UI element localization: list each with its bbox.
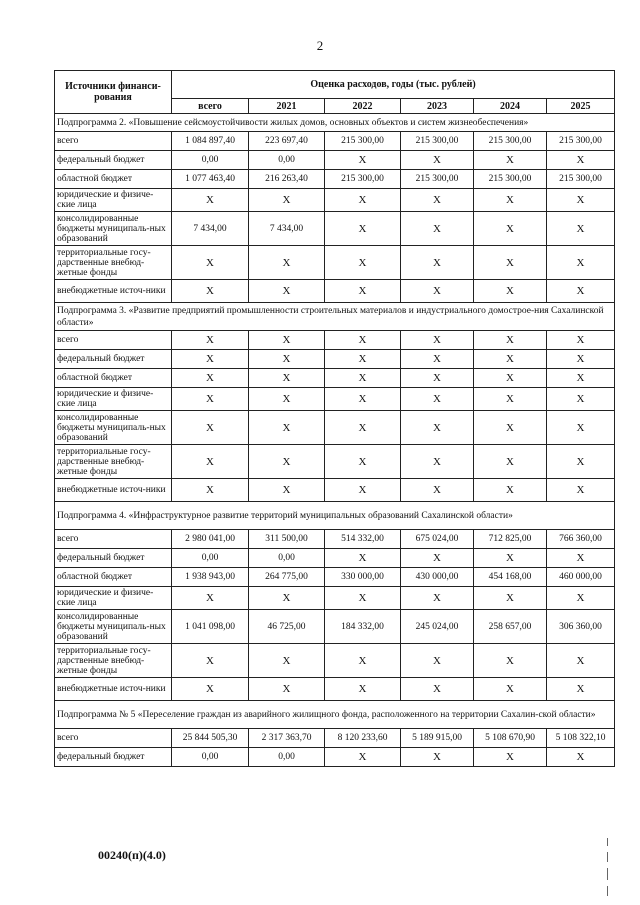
funding-source-label: территориальные госу-дарственные внебюд-жетные фонды bbox=[55, 644, 172, 678]
page-number: 2 bbox=[316, 38, 324, 53]
subprogram-title-row bbox=[55, 502, 615, 530]
amount-cell: X bbox=[249, 280, 325, 303]
funding-source-label: всего bbox=[55, 331, 172, 350]
amount-cell: X bbox=[401, 445, 474, 479]
funding-source-label: консолидированные бюджеты муниципаль-ных образований bbox=[55, 212, 172, 246]
amount-cell: 0,00 bbox=[172, 748, 249, 767]
amount-cell: 215 300,00 bbox=[325, 132, 401, 151]
amount-cell: X bbox=[474, 445, 547, 479]
margin-mark bbox=[607, 868, 608, 880]
amount-cell: X bbox=[249, 587, 325, 610]
amount-cell: X bbox=[249, 644, 325, 678]
funding-source-label: консолидированные бюджеты муниципаль-ных образований bbox=[55, 411, 172, 445]
amount-cell: X bbox=[401, 678, 474, 701]
amount-cell: 2 980 041,00 bbox=[172, 530, 249, 549]
amount-cell: X bbox=[325, 280, 401, 303]
table-row bbox=[55, 411, 615, 445]
funding-source-label: территориальные госу-дарственные внебюд-жетные фонды bbox=[55, 445, 172, 479]
subprogram-title: Подпрограмма 4. «Инфраструктурное развитие территорий муниципальных образований Сахалинской области» bbox=[55, 502, 615, 530]
table-row bbox=[55, 132, 615, 151]
amount-cell: 8 120 233,60 bbox=[325, 729, 401, 748]
table-row bbox=[55, 388, 615, 411]
funding-source-label: всего bbox=[55, 132, 172, 151]
amount-cell: 2 317 363,70 bbox=[249, 729, 325, 748]
amount-cell: 1 938 943,00 bbox=[172, 568, 249, 587]
amount-cell: X bbox=[401, 587, 474, 610]
amount-cell: X bbox=[172, 331, 249, 350]
table-row bbox=[55, 568, 615, 587]
amount-cell: 215 300,00 bbox=[401, 170, 474, 189]
subprogram-title: Подпрограмма 3. «Развитие предприятий промышленности строительных материалов и индустриального домострое-ния Сахалинской области» bbox=[55, 303, 615, 331]
amount-cell: X bbox=[474, 246, 547, 280]
amount-cell: X bbox=[325, 331, 401, 350]
amount-cell: X bbox=[172, 189, 249, 212]
amount-cell: X bbox=[325, 445, 401, 479]
amount-cell: 0,00 bbox=[249, 151, 325, 170]
source-column-header: Источники финанси-рования bbox=[55, 71, 172, 114]
subprogram-title-row bbox=[55, 114, 615, 132]
amount-cell: X bbox=[474, 479, 547, 502]
funding-source-label: внебюджетные источ-ники bbox=[55, 280, 172, 303]
amount-cell: X bbox=[401, 331, 474, 350]
amount-cell: X bbox=[401, 644, 474, 678]
amount-cell: X bbox=[325, 212, 401, 246]
amount-cell: X bbox=[401, 411, 474, 445]
amount-cell: X bbox=[474, 644, 547, 678]
amount-cell: X bbox=[249, 479, 325, 502]
amount-cell: 311 500,00 bbox=[249, 530, 325, 549]
amount-cell: X bbox=[547, 151, 615, 170]
subprogram-title-row bbox=[55, 303, 615, 331]
amount-cell: X bbox=[547, 246, 615, 280]
funding-source-label: всего bbox=[55, 530, 172, 549]
amount-cell: 215 300,00 bbox=[547, 170, 615, 189]
amount-cell: X bbox=[172, 644, 249, 678]
amount-cell: 7 434,00 bbox=[172, 212, 249, 246]
budget-table bbox=[54, 70, 615, 767]
amount-cell: 430 000,00 bbox=[401, 568, 474, 587]
amount-cell: X bbox=[547, 644, 615, 678]
funding-source-label: федеральный бюджет bbox=[55, 151, 172, 170]
amount-cell: X bbox=[325, 350, 401, 369]
amount-cell: X bbox=[249, 388, 325, 411]
amount-cell: X bbox=[474, 388, 547, 411]
amount-cell: 712 825,00 bbox=[474, 530, 547, 549]
amount-cell: X bbox=[547, 212, 615, 246]
amount-cell: X bbox=[325, 644, 401, 678]
amount-cell: X bbox=[474, 748, 547, 767]
amount-cell: X bbox=[172, 445, 249, 479]
amount-cell: X bbox=[401, 280, 474, 303]
amount-cell: 0,00 bbox=[172, 151, 249, 170]
amount-cell: X bbox=[474, 212, 547, 246]
amount-cell: X bbox=[547, 350, 615, 369]
funding-source-label: консолидированные бюджеты муниципаль-ных образований bbox=[55, 610, 172, 644]
amount-cell: 306 360,00 bbox=[547, 610, 615, 644]
amount-cell: 766 360,00 bbox=[547, 530, 615, 549]
amount-cell: 460 000,00 bbox=[547, 568, 615, 587]
amount-cell: 25 844 505,30 bbox=[172, 729, 249, 748]
amount-cell: X bbox=[547, 748, 615, 767]
amount-cell: 1 084 897,40 bbox=[172, 132, 249, 151]
amount-cell: 215 300,00 bbox=[401, 132, 474, 151]
amount-cell: 1 077 463,40 bbox=[172, 170, 249, 189]
amount-cell: X bbox=[401, 350, 474, 369]
amount-cell: 514 332,00 bbox=[325, 530, 401, 549]
amount-cell: X bbox=[172, 246, 249, 280]
amount-cell: 216 263,40 bbox=[249, 170, 325, 189]
amount-cell: X bbox=[547, 280, 615, 303]
amount-cell: X bbox=[249, 369, 325, 388]
amount-cell: 7 434,00 bbox=[249, 212, 325, 246]
table-row bbox=[55, 369, 615, 388]
table-row bbox=[55, 331, 615, 350]
amount-cell: X bbox=[547, 189, 615, 212]
amount-cell: X bbox=[325, 549, 401, 568]
amount-cell: 184 332,00 bbox=[325, 610, 401, 644]
subprogram-title-row bbox=[55, 701, 615, 729]
margin-mark bbox=[607, 852, 608, 862]
amount-cell: X bbox=[325, 388, 401, 411]
amount-cell: X bbox=[474, 350, 547, 369]
funding-source-label: территориальные госу-дарственные внебюд-жетные фонды bbox=[55, 246, 172, 280]
amount-cell: 215 300,00 bbox=[474, 170, 547, 189]
amount-cell: X bbox=[547, 331, 615, 350]
amount-cell: X bbox=[474, 189, 547, 212]
amount-cell: X bbox=[401, 212, 474, 246]
year-header: 2022 bbox=[325, 99, 401, 114]
table-row bbox=[55, 610, 615, 644]
amount-cell: X bbox=[325, 151, 401, 170]
table-row bbox=[55, 151, 615, 170]
funding-source-label: всего bbox=[55, 729, 172, 748]
year-header: 2021 bbox=[249, 99, 325, 114]
funding-source-label: федеральный бюджет bbox=[55, 549, 172, 568]
amount-cell: X bbox=[547, 388, 615, 411]
amount-cell: 454 168,00 bbox=[474, 568, 547, 587]
amount-cell: X bbox=[249, 189, 325, 212]
amount-cell: X bbox=[401, 151, 474, 170]
amount-cell: X bbox=[325, 479, 401, 502]
amount-cell: 215 300,00 bbox=[325, 170, 401, 189]
funding-source-label: федеральный бюджет bbox=[55, 748, 172, 767]
funding-source-label: юридические и физиче-ские лица bbox=[55, 388, 172, 411]
table-row bbox=[55, 587, 615, 610]
year-header: 2024 bbox=[474, 99, 547, 114]
amount-cell: X bbox=[474, 280, 547, 303]
table-row bbox=[55, 350, 615, 369]
amount-cell: X bbox=[547, 411, 615, 445]
amount-cell: X bbox=[249, 411, 325, 445]
amount-cell: X bbox=[474, 549, 547, 568]
amount-cell: X bbox=[325, 246, 401, 280]
table-row bbox=[55, 530, 615, 549]
table-row bbox=[55, 212, 615, 246]
amount-cell: X bbox=[325, 411, 401, 445]
table-row bbox=[55, 678, 615, 701]
amount-cell: X bbox=[401, 479, 474, 502]
amount-cell: 215 300,00 bbox=[474, 132, 547, 151]
amount-cell: 0,00 bbox=[249, 549, 325, 568]
amount-cell: X bbox=[172, 587, 249, 610]
amount-cell: 5 108 322,10 bbox=[547, 729, 615, 748]
subprogram-title: Подпрограмма 2. «Повышение сейсмоустойчивости жилых домов, основных объектов и систем жизнеобеспечения» bbox=[55, 114, 615, 132]
amount-cell: X bbox=[474, 411, 547, 445]
amount-cell: X bbox=[547, 479, 615, 502]
table-row bbox=[55, 644, 615, 678]
estimate-header: Оценка расходов, годы (тыс. рублей) bbox=[172, 71, 615, 99]
amount-cell: X bbox=[172, 369, 249, 388]
table-row bbox=[55, 729, 615, 748]
table-row bbox=[55, 549, 615, 568]
year-header: 2023 bbox=[401, 99, 474, 114]
amount-cell: X bbox=[474, 369, 547, 388]
amount-cell: X bbox=[474, 678, 547, 701]
funding-source-label: областной бюджет bbox=[55, 369, 172, 388]
amount-cell: X bbox=[249, 678, 325, 701]
amount-cell: X bbox=[249, 445, 325, 479]
table-row bbox=[55, 246, 615, 280]
amount-cell: X bbox=[401, 549, 474, 568]
year-header: всего bbox=[172, 99, 249, 114]
funding-source-label: юридические и физиче-ские лица bbox=[55, 189, 172, 212]
amount-cell: X bbox=[474, 331, 547, 350]
table-row bbox=[55, 445, 615, 479]
amount-cell: 675 024,00 bbox=[401, 530, 474, 549]
margin-mark bbox=[607, 838, 608, 846]
amount-cell: 0,00 bbox=[249, 748, 325, 767]
amount-cell: X bbox=[172, 280, 249, 303]
amount-cell: X bbox=[249, 331, 325, 350]
year-header: 2025 bbox=[547, 99, 615, 114]
amount-cell: 46 725,00 bbox=[249, 610, 325, 644]
amount-cell: 1 041 098,00 bbox=[172, 610, 249, 644]
margin-mark bbox=[607, 886, 608, 896]
amount-cell: X bbox=[401, 369, 474, 388]
amount-cell: 258 657,00 bbox=[474, 610, 547, 644]
funding-source-label: внебюджетные источ-ники bbox=[55, 678, 172, 701]
amount-cell: 5 189 915,00 bbox=[401, 729, 474, 748]
table-row bbox=[55, 280, 615, 303]
amount-cell: X bbox=[325, 369, 401, 388]
amount-cell: 223 697,40 bbox=[249, 132, 325, 151]
amount-cell: X bbox=[474, 587, 547, 610]
amount-cell: X bbox=[547, 678, 615, 701]
subprogram-title: Подпрограмма № 5 «Переселение граждан из аварийного жилищного фонда, расположенного на территории Сахалин-ской области» bbox=[55, 701, 615, 729]
funding-source-label: внебюджетные источ-ники bbox=[55, 479, 172, 502]
amount-cell: X bbox=[172, 678, 249, 701]
amount-cell: X bbox=[249, 246, 325, 280]
funding-source-label: федеральный бюджет bbox=[55, 350, 172, 369]
amount-cell: X bbox=[172, 479, 249, 502]
amount-cell: X bbox=[401, 189, 474, 212]
amount-cell: 5 108 670,90 bbox=[474, 729, 547, 748]
amount-cell: X bbox=[547, 549, 615, 568]
funding-source-label: юридические и физиче-ские лица bbox=[55, 587, 172, 610]
amount-cell: X bbox=[325, 587, 401, 610]
amount-cell: X bbox=[547, 587, 615, 610]
amount-cell: 264 775,00 bbox=[249, 568, 325, 587]
amount-cell: 0,00 bbox=[172, 549, 249, 568]
funding-source-label: областной бюджет bbox=[55, 170, 172, 189]
amount-cell: 215 300,00 bbox=[547, 132, 615, 151]
funding-source-label: областной бюджет bbox=[55, 568, 172, 587]
table-row bbox=[55, 170, 615, 189]
amount-cell: 330 000,00 bbox=[325, 568, 401, 587]
amount-cell: X bbox=[401, 246, 474, 280]
amount-cell: X bbox=[172, 388, 249, 411]
amount-cell: X bbox=[401, 748, 474, 767]
amount-cell: X bbox=[325, 748, 401, 767]
table-row bbox=[55, 189, 615, 212]
amount-cell: X bbox=[547, 369, 615, 388]
table-row bbox=[55, 748, 615, 767]
amount-cell: X bbox=[547, 445, 615, 479]
amount-cell: X bbox=[172, 350, 249, 369]
amount-cell: X bbox=[172, 411, 249, 445]
amount-cell: X bbox=[401, 388, 474, 411]
document-code: 00240(п)(4.0) bbox=[98, 848, 166, 862]
table-row bbox=[55, 479, 615, 502]
amount-cell: 245 024,00 bbox=[401, 610, 474, 644]
amount-cell: X bbox=[325, 189, 401, 212]
amount-cell: X bbox=[474, 151, 547, 170]
amount-cell: X bbox=[325, 678, 401, 701]
amount-cell: X bbox=[249, 350, 325, 369]
